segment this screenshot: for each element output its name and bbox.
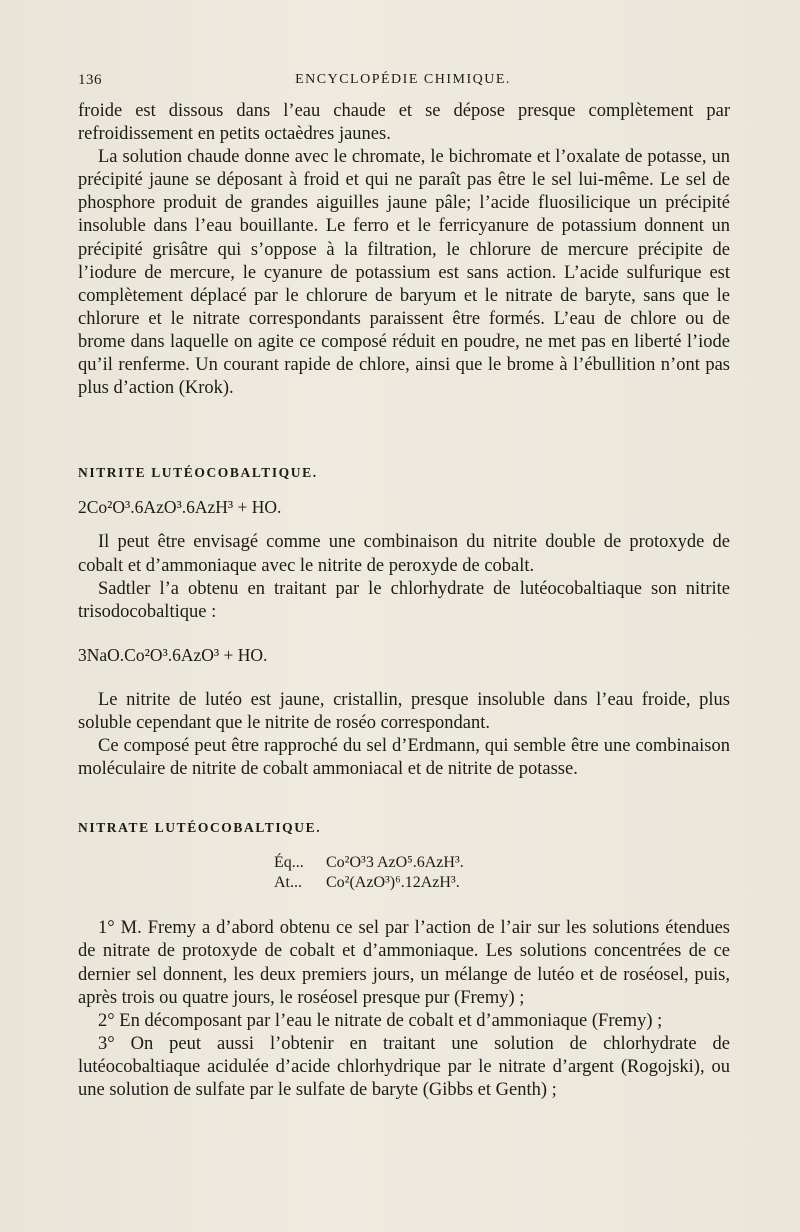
- page-header: [78, 72, 728, 98]
- formula-line-atomic: [274, 873, 534, 893]
- paragraph-method-1: 1° M. Fremy a d’abord obtenu ce sel par l’action de l’air sur les solutions étendues de nitrate de protoxyde de cobalt et d’ammoniaque. Les solutions concentrées de ce dernier sel donnent, les deux premiers jours, un mélange de lutéo et de roséosel, puis, après trois ou quatre jours, le roséosel presque pur (Fremy) ;: [78, 918, 730, 1008]
- formula-label-eq: Éq...: [274, 854, 304, 872]
- paragraph-nitrite-description: Il peut être envisagé comme une combinaison du nitrite double de protoxyde de cobalt et d’ammoniaque avec le nitrite de peroxyde de cobalt.: [78, 532, 730, 576]
- page-number: 136: [78, 72, 102, 88]
- formula-at: Co²(AzO³)⁶.12AzH³.: [326, 874, 460, 892]
- formula-eq: Co²O³3 AzO⁵.6AzH³.: [326, 854, 464, 872]
- paragraph-luteo-nitrite: Le nitrite de lutéo est jaune, cristallin, presque insoluble dans l’eau froide, plus soluble cependant que le nitrite de roséo correspondant.: [78, 689, 730, 733]
- paragraph-method-2: 2° En décomposant par l’eau le nitrate de cobalt et d’ammoniaque (Fremy) ;: [98, 1010, 663, 1031]
- paragraph-sadtler: Sadtler l’a obtenu en traitant par le chlorhydrate de lutéocobaltiaque son nitrite trisodocobaltique :: [78, 578, 730, 622]
- formula-block-nitrate: [274, 853, 534, 893]
- section-title-nitrate: NITRATE LUTÉOCOBALTIQUE.: [78, 820, 322, 836]
- formula-line-equivalent: [274, 853, 534, 873]
- formula-sadtler: 3NaO.Co²O³.6AzO³ + HO.: [78, 644, 268, 665]
- page-body: [78, 100, 730, 1102]
- paragraph-continuation: froide est dissous dans l’eau chaude et se dépose presque complètement par refroidissement en petits octaèdres jaunes.: [78, 101, 730, 145]
- paragraph-method-3: 3° On peut aussi l’obtenir en traitant une solution de chlorhydrate de lutéocobaltiaque acidulée d’acide chlorhydrique par le nitrate d’argent (Rogojski), ou une solution de sulfate par le sulfate de baryte (Gibbs et Genth) ;: [78, 1033, 730, 1100]
- paragraph-solution-reactions: La solution chaude donne avec le chromate, le bichromate et l’oxalate de potasse, un précipité jaune se déposant à froid et qui ne paraît pas être le sel lui-même. Le sel de phosphore produit de grandes aiguilles jaune pâle; l’acide fluosilicique un précipité insoluble dans l’eau bouillante. Le ferro et le ferricyanure de potassium donnent un précipité grisâtre qui s’oppose à la filtration, le chlorure de mercure précipite de l’iodure de mercure, le cyanure de potassium est sans action. L’acide sulfurique est complètement déplacé par le chlorure de baryum et le nitrate de baryte, sans que le chlorure et le nitrate correspondants paraissent être formés. L’eau de chlore ou de brome dans laquelle on agite ce composé réduit en poudre, ne met pas en liberté l’iode qu’il renferme. Un courant rapide de chlore, ainsi que le brome à l’ébullition n’ont pas plus d’action (Krok).: [78, 147, 730, 399]
- section-title-nitrite: NITRITE LUTÉOCOBALTIQUE.: [78, 465, 318, 481]
- paragraph-erdmann: Ce composé peut être rapproché du sel d’Erdmann, qui semble être une combinaison moléculaire de nitrite de cobalt ammoniacal et de nitrite de potasse.: [78, 736, 730, 780]
- formula-nitrite: 2Co²O³.6AzO³.6AzH³ + HO.: [78, 497, 282, 518]
- formula-label-at: At...: [274, 874, 302, 892]
- running-title: ENCYCLOPÉDIE CHIMIQUE.: [295, 72, 511, 87]
